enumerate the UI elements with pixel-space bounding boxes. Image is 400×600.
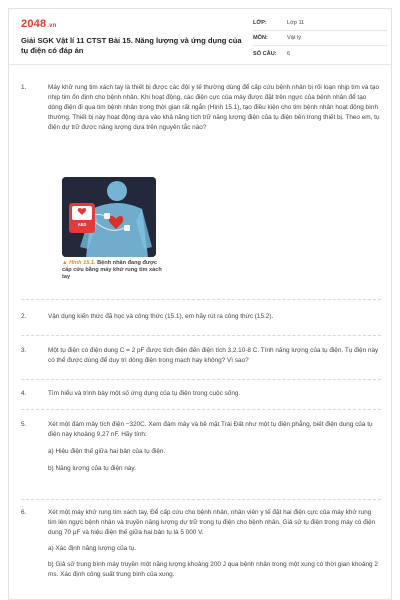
warning-icon: ▲ [62,260,68,266]
sub-question: a) Hiệu điện thế giữa hai bản của tụ điện. [48,448,166,455]
question-5 [21,420,381,474]
document-page [8,8,392,600]
caption-label: Hình 15.1. [69,260,96,266]
question-text: Xét một máy khử rung tim xách tay. Để cấp cứu cho bệnh nhân, nhân viên y tế đặt hai điện cực của máy khử rung tim lên ngực bệnh nhân và truyền năng lượng dự trữ trong tụ điện cho bệnh nhân. Giả sử tụ điện trong máy có điện dung 70 μF và hiệu điện thế giữa hai bản tụ là 5 000 V. [48,509,376,536]
meta-value: 6 [287,50,291,57]
sub-question: b) Năng lượng của tụ điện này. [48,465,136,472]
question-1 [21,83,381,133]
meta-row-class [253,16,387,31]
question-number: 2. [21,313,27,320]
divider [21,299,381,300]
question-4 [21,389,381,399]
meta-key: SỐ CÂU: [253,50,277,57]
question-number: 3. [21,347,27,354]
question-number: 6. [21,509,27,516]
meta-row-subject [253,31,387,46]
question-text: Một tụ điện có điện dung C = 2 pF được tích điện đến điện tích 3,2.10-8 C. Tính năng lượng của tụ điện. Tụ điện này có thể được dùng để duy trì dòng điện trong mạch hay không? Vì sao? [48,347,379,364]
document-title: Giải SGK Vật lí 11 CTST Bài 15. Năng lượng và ứng dụng của tụ điện có đáp án [21,36,242,55]
question-text: Vận dụng kiến thức đã học và công thức (15.1), em hãy rút ra công thức (15.2). [48,313,274,320]
sub-question: a) Xác định năng lượng của tụ. [48,545,137,552]
divider [21,499,381,500]
caption-text: Bệnh nhân đang được cấp cứu bằng máy khử rung tim xách tay [62,260,162,281]
meta-key: LỚP: [253,20,267,26]
question-6 [21,508,381,580]
meta-key: MÔN: [253,35,268,41]
logo-suffix: .vn [47,23,57,29]
divider [21,379,381,380]
question-number: 5. [21,421,27,428]
question-3 [21,346,381,366]
aed-label: AED [77,222,87,227]
meta-row-count [253,46,387,61]
question-text: Tìm hiểu và trình bày một số ứng dụng của tụ điện trong cuộc sống. [48,390,241,397]
figure-caption [62,260,162,282]
question-2 [21,312,381,322]
question-number: 1. [21,84,27,91]
logo-text: 2048 [21,18,47,30]
meta-value: Vật lý [287,35,301,41]
divider [21,409,381,410]
question-text: Máy khử rung tim xách tay là thiết bị được các đội y tế thường dùng để cấp cứu bệnh nhân bị rối loạn nhịp tim và tạo nhịp tim ổn định cho bệnh nhân. Khi hoạt động, các điện cực của máy được đặt trên ngực của bệnh nhân để tạo dòng điện đi qua tim bệnh nhân trong thời gian rất ngắn (Hình 15.1), tạo điều kiện cho tim bệnh nhân hoạt động bình thường. Thiết bị này hoạt động dựa vào khả năng tích trữ năng lượng điện của tụ điện bên trong thiết bị. Theo em, tụ điện dự trữ được năng lượng dựa trên nguyên tắc nào? [48,84,380,131]
figure-defibrillator [62,177,156,257]
question-number: 4. [21,390,27,397]
page-header [9,9,392,65]
meta-table [253,16,387,61]
divider [21,335,381,336]
meta-value: Lớp 11 [287,20,305,26]
defibrillator-illustration [62,177,156,257]
site-logo[interactable] [21,18,57,30]
sub-question: b) Giả sử trung bình máy truyền một năng lượng khoảng 200 J qua bệnh nhân trong một xung có thời gian khoảng 2 ms. Xác định công suất trung bình của xung. [48,561,378,578]
question-text: Xét một đám mây tích điện −320C. Xem đám mây và bề mặt Trái Đất như một tụ điện phẳng, biết điện dung của tụ điện này khoảng 9,27 nF. Hãy tính: [48,421,373,438]
